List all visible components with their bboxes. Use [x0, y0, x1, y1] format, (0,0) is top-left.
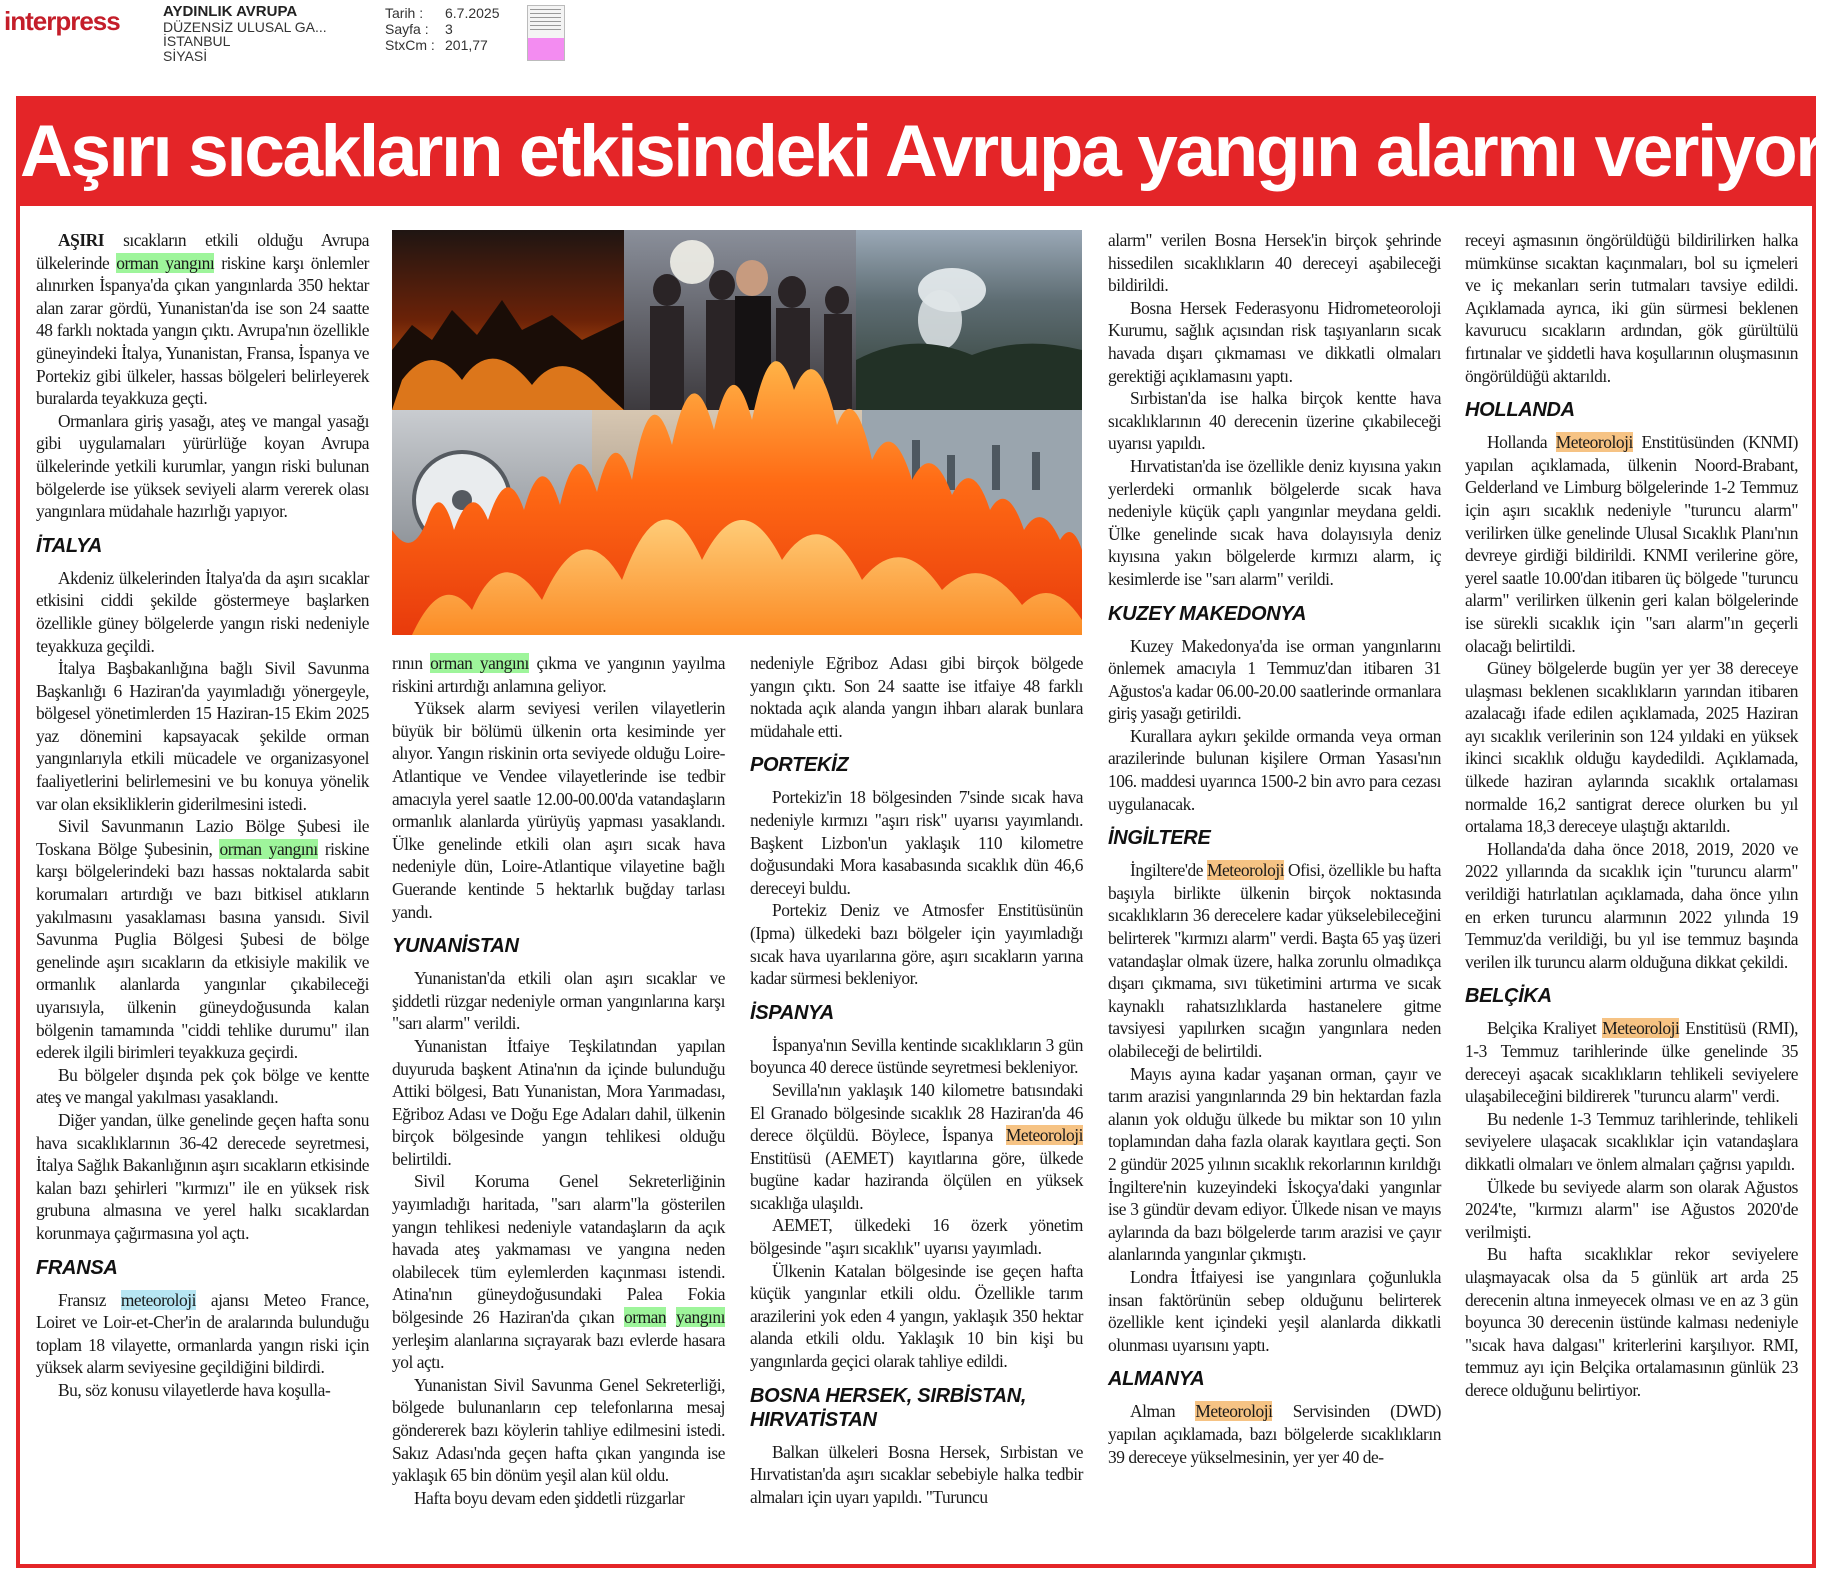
- size-value: 201,77: [445, 37, 488, 53]
- paragraph: Yunanistan İtfaiye Teşkilatından yapılan duyuruda başkent Atina'nın da içinde bulunduğu Attiki bölgesi, Batı Yunanistan, Mora Yarımadası, Eğriboz Adası ve Doğu Ege Adaları dahil, ülkenin birçok bölgesinde yangın tehlikesi olduğu belirtildi.: [392, 1035, 725, 1169]
- headline-banner: [20, 100, 1822, 206]
- paragraph: AEMET, ülkedeki 16 özerk yönetim bölgesinde "aşırı sıcaklık" uyarısı yayımladı.: [750, 1215, 1083, 1259]
- paragraph: alarm" verilen Bosna Hersek'in birçok şehrinde hissedilen sıcaklıkların 40 dereceyi aşabileceği bildirildi.: [1108, 230, 1441, 296]
- highlight-orman-yangini: orman yangını: [430, 653, 529, 673]
- paragraph: İngiltere'de Meteoroloji Ofisi, özellikle bu hafta başıyla birlikte ülkenin birçok noktasında sıcaklıkların 36 derecelere kadar yükselebileceğini belirterek "kırmızı alarm" verdi. Başta 65 yaş üzeri vatandaşlar olmak üzere, halka zorunlu olmadıkça dışarı çıkmama, sıvı tüketimini artırma ve sıcak kaynaklı rahatsızlıklarda hastanelere gitme tavsiyesi yapılırken sıcağın yangınlara neden olabileceği de belirtildi.: [1108, 860, 1442, 1061]
- highlight-orman: orman: [624, 1307, 667, 1328]
- clipping-header: [0, 0, 1832, 90]
- page-thumbnail[interactable]: [527, 5, 565, 61]
- paragraph: Hollanda Meteoroloji Enstitüsünden (KNMI) yapılan açıklamada, ülkenin Noord-Brabant, Gelderland ve Limburg bölgelerinde 1-2 Temmuz için aşırı sıcaklık nedeniyle "turuncu alarm" verilirken ülke genelinde Ulusal Sıcaklık Planı'nın devreye girdiği bildirildi. KNMI verilerine göre, yerel saatle 10.00'dan itibaren üç bölgede "turuncu alarm" verilirken ülkenin geri kalan bölgelerinde ise sürekli sıcaklık için "sarı alarm"ın geçerli olacağı belirtildi.: [1465, 432, 1798, 656]
- paragraph: Hırvatistan'da ise özellikle deniz kıyısına yakın yerlerdeki ormanlık bölgelerde sıcak hava nedeniyle küçük çaplı yangınlar meydana geldi. Ülke genelinde sıcak hava dolayısıyla deniz kıyısına yakın bölgelerde kırmızı alarm, iç kesimlerde ise "sarı alarm" verildi.: [1108, 455, 1441, 589]
- date-label: Tarih :: [385, 5, 424, 21]
- section-heading-ingiltere: İNGİLTERE: [1108, 827, 1211, 850]
- paragraph: Portekiz'in 18 bölgesinden 7'sinde sıcak hava nedeniyle kırmızı "aşırı risk" uyarısı yayımlandı. Başkent Lizbon'un yaklaşık 110 kilometre doğusundaki Mora kasabasında sıcaklık dün 46,6 dereceyi buldu.: [750, 787, 1083, 898]
- paragraph: Hollanda'da daha önce 2018, 2019, 2020 ve 2022 yıllarında da sıcaklık için "turuncu alarm" verildiği hatırlatılan açıklamada, daha önce yılın en erken turuncu alarmının 2022 yılında 19 Temmuz'da verildiği, bu yıl ise temmuz başında verilen ilk turuncu alarm olduğuna dikkat çekildi.: [1465, 838, 1798, 972]
- article-headline: Aşırı sıcakların etkisindeki Avrupa yangın alarmı veriyor: [20, 111, 1822, 192]
- paragraph: Alman Meteoroloji Servisinden (DWD) yapılan açıklamada, bazı bölgelerde sıcaklıkların 39 dereceye yükselmesinin, yer yer 40 de-: [1108, 1401, 1441, 1467]
- paragraph: Bu, söz konusu vilayetlerde hava koşulla-: [58, 1379, 331, 1400]
- paragraph: Londra İtfaiyesi ise yangınlara çoğunlukla insan faktörünün sebep olduğunu belirterek özellikle kent içindeki yeşil alanlarda dikkatli olunması uyarısını yaptı.: [1108, 1266, 1441, 1355]
- paragraph: Hafta boyu devam eden şiddetli rüzgarlar: [414, 1487, 685, 1508]
- section-heading-belcika: BELÇİKA: [1465, 985, 1552, 1008]
- paragraph: receyi aşmasının öngörüldüğü bildirilirken halka mümkünse sıcaktan kaçınmaları, bol su içmeleri ve iç mekanları serin tutmaları tavsiye edildi. Açıklamada ayrıca, iki gün sürmesi beklenen kavurucu sıcakların ardından, gök gürültülü fırtınalar ve şiddetli hava koşullarının oluşmasının öngörüldüğü aktarıldı.: [1465, 230, 1798, 386]
- section-heading-fransa: FRANSA: [36, 1256, 118, 1279]
- highlight-yangini: yangını: [675, 1307, 725, 1328]
- paragraph: Sivil Koruma Genel Sekreterliğinin yayımladığı haritada, "sarı alarm"la gösterilen yangın tehlikesi nedeniyle vatandaşların da açık havada ateş yakmaması ve yangına neden olabilecek tüm eylemlerden kaçınması istendi. Atina'nın güneydoğusundaki Palea Fokia bölgesinde 26 Haziran'da çıkan orman yangını yerleşim alanlarına sıçrayarak bazı evlerde hasara yol açtı.: [392, 1171, 725, 1373]
- highlight-meteoroloji: Meteoroloji: [1555, 432, 1633, 453]
- paragraph: Bosna Hersek Federasyonu Hidrometeoroloji Kurumu, sağlık açısından risk taşıyanların sıcak havada dışarı çıkmaması ve dikkatli olmaları gerektiği açıklamasını yaptı.: [1108, 297, 1441, 386]
- section-heading-yunanistan: YUNANİSTAN: [392, 935, 519, 958]
- paragraph: Bu nedenle 1-3 Temmuz tarihlerinde, tehlikeli seviyelere ulaşacak sıcaklıklar için vatandaşlara dikkatli olmaları ve önlem almaları çağrısı yapıldı.: [1465, 1108, 1798, 1174]
- highlight-meteoroloji: Meteoroloji: [1005, 1125, 1083, 1146]
- paragraph: Ülkenin Katalan bölgesinde ise geçen hafta küçük yangınlar etkili oldu. Özellikle tarım arazilerini yok eden 4 yangın, yaklaşık 350 hektar alanda etkili oldu. Yaklaşık 10 bin kişi bu yangınlarda geçici olarak tahliye edildi.: [750, 1260, 1083, 1372]
- paragraph: Güney bölgelerde bugün yer yer 38 dereceye ulaşması beklenen sıcaklıkların yarından itibaren azalacağı ifade edilen açıklamada, 2025 Haziran ayı sıcaklık verilerinin son 124 yıldaki en yüksek ikinci sıcaklık olduğu kaydedildi. Açıklamada, ülkede haziran aylarında sıcaklık ortalaması normalde 16,2 santigrat derece olurken bu yıl ortalama 18,3 dereceye ulaştığı aktarıldı.: [1465, 658, 1798, 837]
- section-heading-portekiz: PORTEKİZ: [750, 754, 849, 777]
- paragraph: Sivil Savunmanın Lazio Bölge Şubesi ile Toskana Bölge Şubesinin, orman yangını riskine karşı bölgelerindeki bazı hassas noktalarda sabit korumaları artırdığı ve bazı bitkisel atıkların yakılmasını yasaklaması basına yansıdı. Sivil Savunma Puglia Bölgesi Şubesi de bölge genelinde aşırı sıcakların da etkisiyle makilik ve ormanlık alanlarda yangınlar çıkabileceği uyarısıyla, ülkenin güneydoğusunda kalan bölgenin tamamında "ciddi tehlike durumu" ilan ederek ilgili birimleri teyakkuza geçirdi.: [36, 816, 369, 1063]
- paragraph: Balkan ülkeleri Bosna Hersek, Sırbistan ve Hırvatistan'da aşırı sıcaklar sebebiyle halka tedbir almaları için uyarı yapıldı. "Turuncu: [750, 1441, 1083, 1507]
- text-column-4: [1108, 229, 1441, 1468]
- paragraph: Yunanistan'da etkili olan aşırı sıcaklar ve şiddetli rüzgar nedeniyle orman yangınlarına karşı "sarı alarm" verildi.: [392, 968, 725, 1034]
- size-label: StxCm :: [385, 37, 435, 53]
- section-heading-italya: İTALYA: [36, 534, 102, 557]
- page-label: Sayfa :: [385, 21, 429, 37]
- paragraph: Belçika Kraliyet Meteoroloji Enstitüsü (RMI), 1-3 Temmuz tarihlerinde ülke genelinde 35 dereceyi aşacak sıcaklıkların tehlikeli seviyelere ulaşabileceğini bildirerek "turuncu alarm" verdi.: [1465, 1018, 1798, 1107]
- paragraph: Kurallara aykırı şekilde ormanda veya orman arazilerinde bulunan kişilere Orman Yasası'nın 106. maddesi uyarınca 1500-2 bin avro para cezası uygulanacak.: [1108, 725, 1441, 814]
- publication-city: İSTANBUL: [163, 33, 231, 49]
- publication-category: SİYASİ: [163, 47, 208, 64]
- clipping-meta: [385, 5, 500, 53]
- paragraph: Portekiz Deniz ve Atmosfer Enstitüsünün (Ipma) ülkedeki bazı bölgeler için yayımladığı sıcak hava uyarılarına göre, aşırı sıcakların yarına kadar sürmesi bekleniyor.: [750, 900, 1083, 989]
- publication-info: [163, 5, 327, 63]
- thumbnail-marker: [528, 38, 564, 60]
- section-heading-almanya: ALMANYA: [1108, 1368, 1205, 1391]
- interpress-logo: interpress: [4, 6, 120, 36]
- paragraph: Ülkede bu seviyede alarm son olarak Ağustos 2024'te, "kırmızı alarm" ise Ağustos 2020'de verilmişti.: [1465, 1176, 1798, 1242]
- paragraph: İspanya'nın Sevilla kentinde sıcaklıkların 3 gün boyunca 40 derece üstünde seyretmesi bekleniyor.: [750, 1034, 1083, 1078]
- highlight-meteoroloji: Meteoroloji: [1206, 860, 1285, 881]
- highlight-meteoroloji: meteoroloji: [120, 1289, 197, 1310]
- section-heading-hollanda: HOLLANDA: [1465, 399, 1575, 422]
- thumbnail-page-icon: [530, 9, 561, 33]
- photo-collage-image: [392, 230, 1082, 635]
- paragraph: Fransız meteoroloji ajansı Meteo France, Loiret ve Loir-et-Cher'in de aralarında bulunduğu toplam 18 vilayette, ormanlarda yangın riski için yüksek alarm seviyesine geçildiğini bildirdi.: [36, 1289, 369, 1378]
- article-photo-collage: [392, 230, 1082, 635]
- paragraph: Yüksek alarm seviyesi verilen vilayetlerin büyük bir bölümü ülkenin orta kesiminde yer alıyor. Yangın riskinin orta seviyede olduğu Loire-Atlantique ve Vendee vilayetlerinde ise tedbir amacıyla yerel saatle 12.00-00.00'da vatandaşların ormanlık alanlarda yürüyüş yapması yasaklandı. Ülke genelinde etkili olan aşırı sıcak hava nedeniyle dün, Loire-Atlantique vilayetine bağlı Guerande kentinde 5 hektarlık buğday tarlası yandı.: [392, 698, 725, 922]
- paragraph: Yunanistan Sivil Savunma Genel Sekreterliği, bölgede bulunanların cep telefonlarına mesaj göndererek bazı köylerin tahliye edilmesini istedi. Sakız Adası'nda geçen hafta çıkan yangında ise yaklaşık 65 bin dönüm yeşil alan kül oldu.: [392, 1374, 725, 1486]
- paragraph: Diğer yandan, ülke genelinde geçen hafta sonu hava sıcaklıklarının 36-42 derecede seyretmesi, İtalya Sağlık Bakanlığının aşırı sıcakların etkisinde kalan bazı şehirleri "kırmızı" ile en yüksek risk grubuna almasına ve yerel halkı sıcaklardan korunmaya çağırmasına yol açtı.: [36, 1109, 369, 1243]
- paragraph: Bu bölgeler dışında pek çok bölge ve kentte ateş ve mangal yakılması yasaklandı.: [36, 1064, 369, 1108]
- paragraph: Sevilla'nın yaklaşık 140 kilometre batısındaki El Granado bölgesinde sıcaklık 28 Haziran'da 46 derece ölçüldü. Böylece, İspanya Meteoroloji Enstitüsü (AEMET) kayıtlarına göre, ülkede bugüne kadar haziranda ölçülen en yüksek sıcaklığa ulaşıldı.: [750, 1079, 1083, 1213]
- highlight-orman-yangini: orman yangını: [219, 838, 318, 859]
- section-heading-bosna-hersek: BOSNA HERSEK, SIRBİSTAN, HIRVATİSTAN: [750, 1384, 1027, 1431]
- paragraph: İtalya Başbakanlığına bağlı Sivil Savunma Başkanlığı 6 Haziran'da yayımladığı yönergeyle, bölgesel yönetimlerden 15 Haziran-15 Ekim 2025 yaz dönemini kapsayacak şekilde orman yangınlarıyla etkili mücadele ve organizasyonel faaliyetlerini belirlemesini ve bu konuya yönelik var olan eksikliklerin giderilmesini istedi.: [36, 658, 369, 814]
- highlight-meteoroloji: Meteoroloji: [1602, 1018, 1680, 1039]
- paragraph: Kuzey Makedonya'da ise orman yangınlarını önlemek amacıyla 1 Temmuz'dan itibaren 31 Ağustos'a kadar 06.00-20.00 saatlerinde ormanlara giriş yasağı getirildi.: [1108, 635, 1441, 724]
- text-column-3: [750, 652, 1083, 1508]
- publication-type: DÜZENSİZ ULUSAL GA...: [163, 18, 327, 35]
- section-heading-ispanya: İSPANYA: [750, 1001, 834, 1024]
- text-column-1: [36, 229, 369, 1402]
- paragraph-intro: AŞIRI sıcakların etkili olduğu Avrupa ülkelerinde orman yangını riskine karşı önlemler alınırken İspanya'da çıkan yangınlarda 350 hektar alan zarar gördü, Yunanistan'da ise son 24 saatte 48 farklı noktada yangın çıktı. Avrupa'nın özellikle güneyindeki İtalya, Yunanistan, Fransa, İspanya ve Portekiz gibi ülkeler, hassas bölgeleri belirleyerek buralarda teyakkuza geçti.: [36, 230, 370, 409]
- highlight-meteoroloji: Meteoroloji: [1195, 1401, 1273, 1422]
- paragraph: rının orman yangını çıkma ve yangının yayılma riskini artırdığı anlamına geliyor.: [392, 653, 725, 696]
- text-column-5: [1465, 229, 1798, 1402]
- paragraph: Bu hafta sıcaklıklar rekor seviyelere ulaşmayacak olsa da 5 günlük art arda 25 derecenin altına inmeyecek olması ve en az 3 gün boyunca 30 derecenin üstünde kalması nedeniyle "sıcak hava dalgası" kriterlerini karşılıyor. RMI, temmuz ayı için Belçika ortalamasının günlük 23 derece olduğunu belirtiyor.: [1465, 1244, 1798, 1400]
- paragraph: nedeniyle Eğriboz Adası gibi birçok bölgede yangın çıktı. Son 24 saatte ise itfaiye 48 farklı noktada açık alanda yangın ihbarı alarak bunlara müdahale etti.: [750, 653, 1083, 741]
- paragraph: Ormanlara giriş yasağı, ateş ve mangal yasağı gibi uygulamaları yürürlüğe koyan Avrupa ülkelerinde yetkili kurumlar, yangın riski bulunan bölgelerde ise yüksek seviyeli alarm vererek olası yangınlara müdahale hazırlığı yapıyor.: [36, 410, 369, 522]
- paragraph: Mayıs ayına kadar yaşanan orman, çayır ve tarım arazisi yangınlarında 29 bin hektardan fazla alanın yok olduğu ülkede bu miktar son 10 yılın toplamından daha fazla olarak kayıtlara geçti. Son 2 gündür 2025 yılının sıcaklık rekorlarının kırıldığı İngiltere'nin kuzeyindeki İskoçya'daki yangınlar ise 3 gündür devam ediyor. Ülkede nisan ve mayıs aylarında da bazı bölgelerde tarım arazisi ve çayır alanlarında yangınlar çıkmıştı.: [1108, 1063, 1441, 1265]
- text-column-2: [392, 652, 725, 1509]
- lead-word: AŞIRI: [58, 230, 105, 250]
- date-value: 6.7.2025: [445, 5, 500, 21]
- section-heading-kuzey-makedonya: KUZEY MAKEDONYA: [1108, 602, 1307, 625]
- page-value: 3: [445, 21, 453, 37]
- highlight-orman-yangini: orman yangını: [116, 252, 215, 273]
- paragraph: Sırbistan'da ise halka birçok kentte hava sıcaklıklarının 40 derecenin üzerine çıkabileceği uyarısı yapıldı.: [1108, 388, 1441, 454]
- paragraph: Akdeniz ülkelerinden İtalya'da da aşırı sıcaklar etkisini ciddi şekilde göstermeye başlarken özellikle güney bölgelerde yangın riski nedeniyle teyakkuza geçildi.: [36, 567, 369, 656]
- publication-name: AYDINLIK AVRUPA: [163, 3, 298, 20]
